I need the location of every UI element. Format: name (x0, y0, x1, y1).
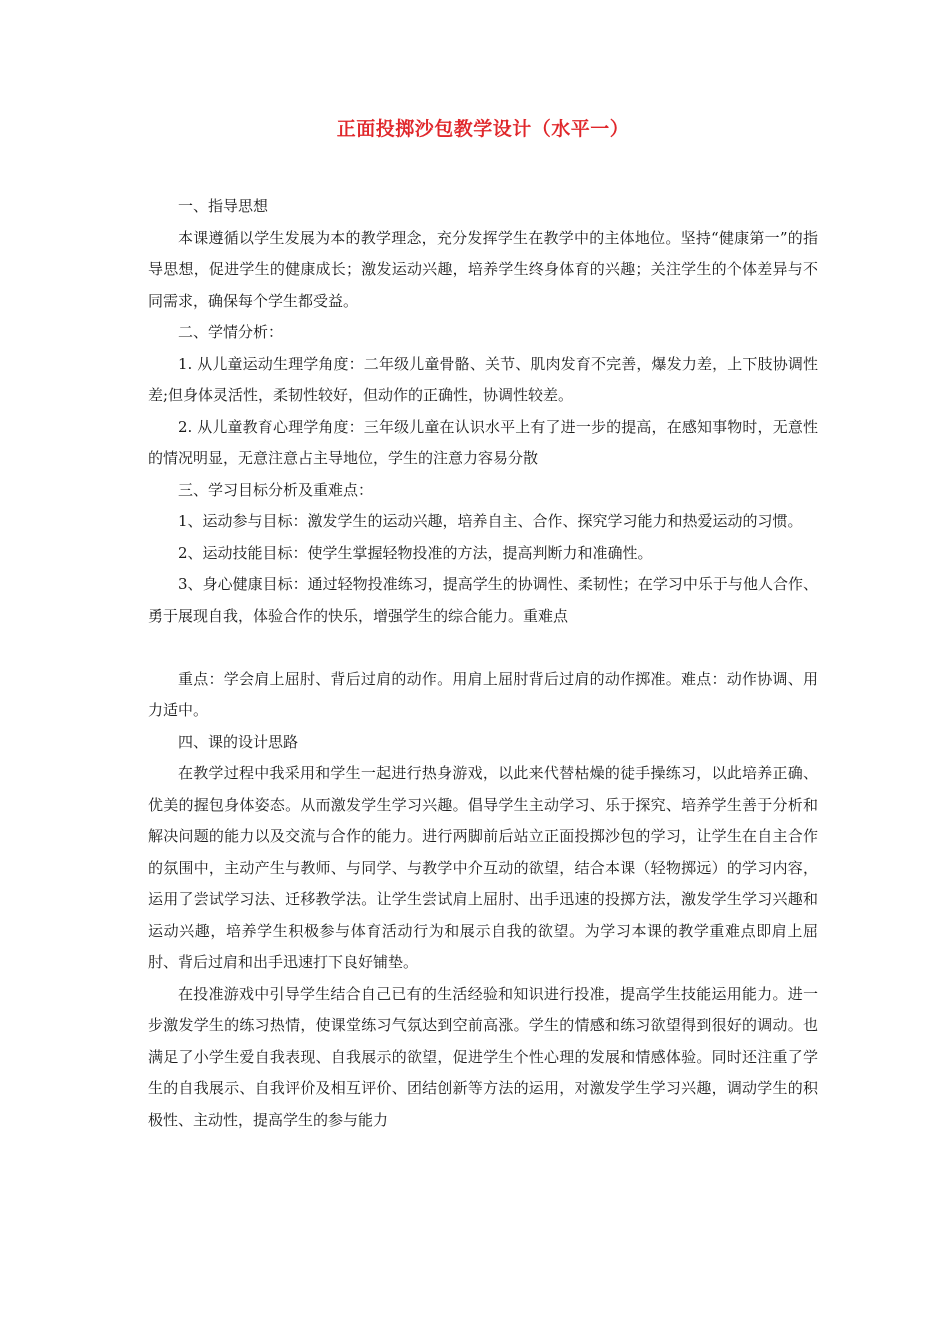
objective-participation: 1、运动参与目标：激发学生的运动兴趣，培养自主、合作、探究学习能力和热爱运动的习惯。 (178, 512, 803, 530)
paragraph-guiding-ideology: 本课遵循以学生发展为本的教学理念，充分发挥学生在教学中的主体地位。坚持“健康第一”的指导思想，促进学生的健康成长；激发运动兴趣，培养学生终身体育的兴趣；关注学生的个体差异与不同需求，确保每个学生都受益。 (148, 228, 818, 310)
heading-student-analysis: 二、学情分析： (178, 323, 284, 341)
heading-design-ideas: 四、课的设计思路 (178, 732, 299, 751)
paragraph-design-ideas-2: 在投准游戏中引导学生结合自己已有的生活经验和知识进行投准，提高学生技能运用能力。进一步激发学生的练习热情，使课堂练习气氛达到空前高涨。学生的情感和练习欲望得到很好的调动。也满足了小学生爱自我表现、自我展示的欲望，促进学生个性心理的发展和情感体验。同时还注重了学生的自我展示、自我评价及相互评价、团结创新等方法的运用，对激发学生学习兴趣，调动学生的积极性、主动性，提高学生的参与能力 (148, 984, 818, 1129)
paragraph-psychology-analysis: 2. 从儿童教育心理学角度：三年级儿童在认识水平上有了进一步的提高，在感知事物时，无意性的情况明显，无意注意占主导地位，学生的注意力容易分散 (148, 417, 818, 467)
objective-health: 3、身心健康目标：通过轻物投准练习，提高学生的协调性、柔韧性；在学习中乐于与他人合作、勇于展现自我，体验合作的快乐，增强学生的综合能力。重难点 (148, 575, 818, 625)
paragraph-key-points: 重点：学会肩上屈肘、背后过肩的动作。用肩上屈肘背后过肩的动作掷准。难点：动作协调、用力适中。 (148, 669, 818, 719)
paragraph-design-ideas-1: 在教学过程中我采用和学生一起进行热身游戏，以此来代替枯燥的徒手操练习，以此培养正确、优美的握包身体姿态。从而激发学生学习兴趣。倡导学生主动学习、乐于探究、培养学生善于分析和解决问题的能力以及交流与合作的能力。进行两脚前后站立正面投掷沙包的学习，让学生在自主合作的氛围中，主动产生与教师、与同学、与教学中介互动的欲望，结合本课（轻物掷远）的学习内容，运用了尝试学习法、迁移教学法。让学生尝试肩上屈肘、出手迅速的投掷方法，激发学生学习兴趣和运动兴趣，培养学生积极参与体育活动行为和展示自我的欲望。为学习本课的教学重难点即肩上屈肘、背后过肩和出手迅速打下良好铺垫。 (148, 764, 818, 971)
document-title: 正面投掷沙包教学设计（水平一） (336, 118, 630, 140)
blank-line (148, 632, 818, 664)
objective-skill: 2、运动技能目标：使学生掌握轻物投准的方法，提高判断力和准确性。 (178, 543, 653, 562)
heading-learning-objectives: 三、学习目标分析及重难点： (178, 480, 374, 499)
heading-guiding-ideology: 一、指导思想 (178, 197, 269, 215)
document-body (148, 191, 818, 1136)
paragraph-physiology-analysis: 1. 从儿童运动生理学角度：二年级儿童骨骼、关节、肌肉发育不完善，爆发力差，上下肢协调性差;但身体灵活性，柔韧性较好，但动作的正确性，协调性较差。 (148, 354, 818, 404)
